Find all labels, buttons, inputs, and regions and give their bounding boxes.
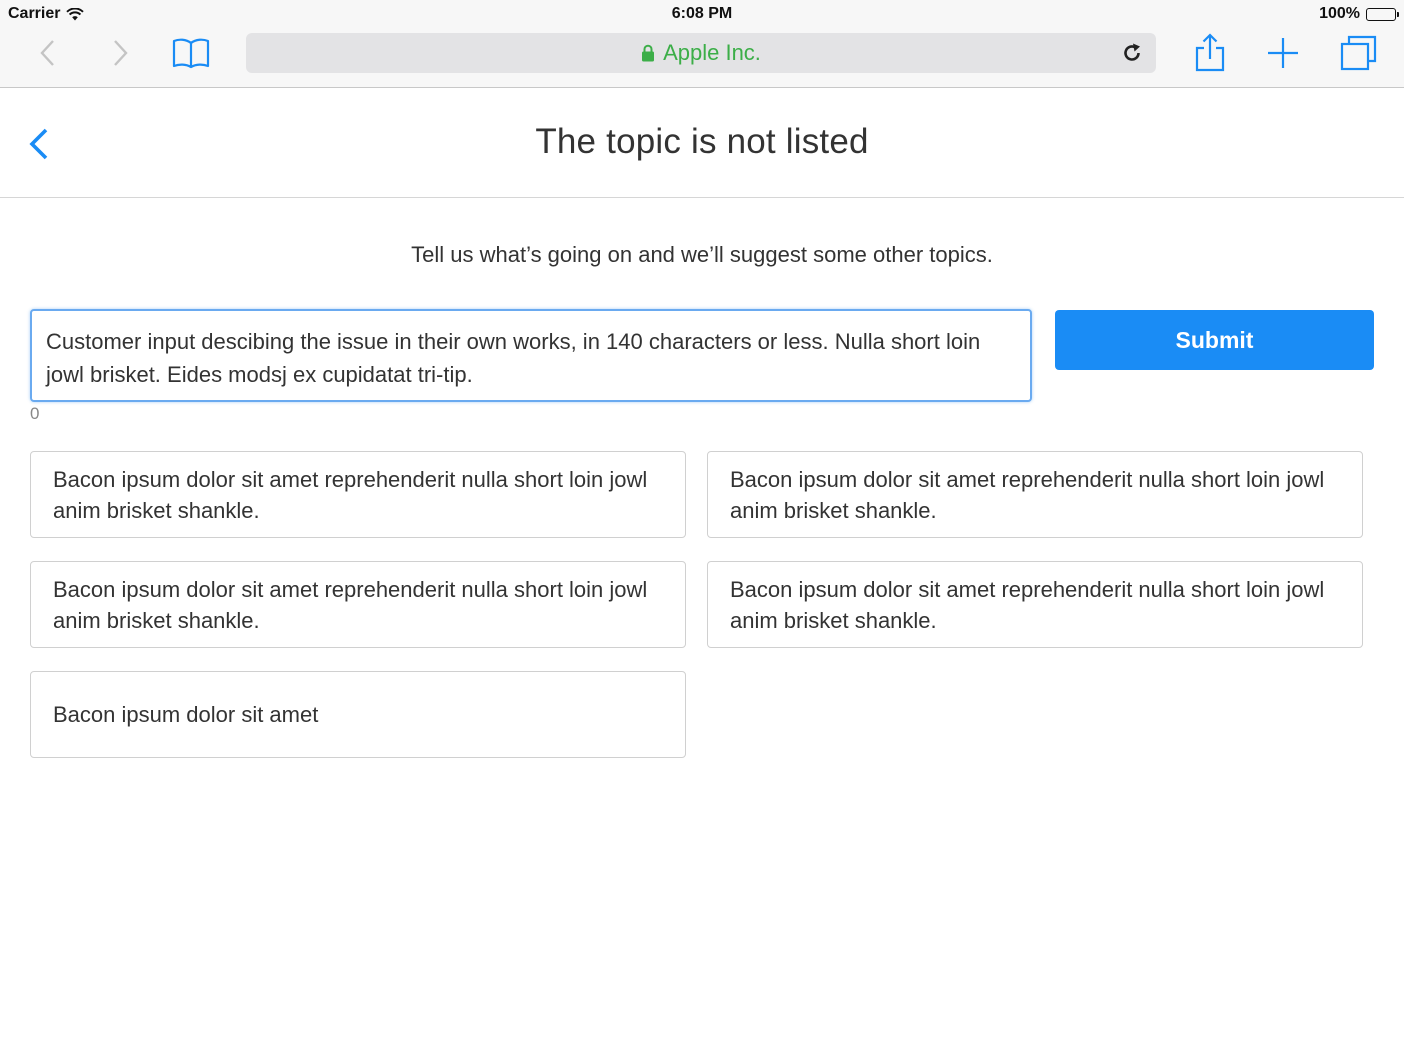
topic-label: Bacon ipsum dolor sit amet reprehenderit nulla short loin jowl anim brisket shankle. xyxy=(730,466,1325,523)
reload-icon[interactable] xyxy=(1120,41,1144,65)
back-arrow-icon[interactable] xyxy=(34,38,62,68)
topic-card[interactable] xyxy=(30,671,686,758)
share-icon[interactable] xyxy=(1192,30,1228,74)
character-count: 0 xyxy=(30,404,40,423)
lock-icon xyxy=(641,44,655,62)
topic-label: Bacon ipsum dolor sit amet xyxy=(53,702,319,727)
page-header xyxy=(0,89,1404,198)
topic-label: Bacon ipsum dolor sit amet reprehenderit nulla short loin jowl anim brisket shankle. xyxy=(53,466,648,523)
issue-description-input[interactable] xyxy=(30,309,1032,402)
battery-indicator xyxy=(1319,5,1396,23)
topic-card[interactable] xyxy=(707,451,1363,538)
clock: 6:08 PM xyxy=(671,5,733,22)
address-bar[interactable] xyxy=(246,33,1156,73)
submit-button[interactable]: Submit xyxy=(1055,310,1374,370)
bookmarks-icon[interactable] xyxy=(170,36,212,70)
browser-toolbar xyxy=(0,30,1404,88)
topic-card[interactable] xyxy=(30,561,686,648)
page-title: The topic is not listed xyxy=(535,122,869,161)
tabs-icon[interactable] xyxy=(1338,34,1378,72)
new-tab-icon[interactable] xyxy=(1266,36,1300,70)
battery-icon xyxy=(1366,8,1396,21)
topic-label: Bacon ipsum dolor sit amet reprehenderit nulla short loin jowl anim brisket shankle. xyxy=(53,576,648,633)
status-bar xyxy=(0,0,1404,30)
carrier-label: Carrier xyxy=(8,5,61,22)
url-display xyxy=(246,33,1156,73)
forward-arrow-icon[interactable] xyxy=(106,38,134,68)
battery-percent: 100% xyxy=(1319,5,1360,22)
url-label: Apple Inc. xyxy=(663,40,761,65)
topic-card[interactable] xyxy=(707,561,1363,648)
topic-label: Bacon ipsum dolor sit amet reprehenderit nulla short loin jowl anim brisket shankle. xyxy=(730,576,1325,633)
topic-card[interactable] xyxy=(30,451,686,538)
intro-text: Tell us what’s going on and we’ll suggest some other topics. xyxy=(411,242,993,267)
